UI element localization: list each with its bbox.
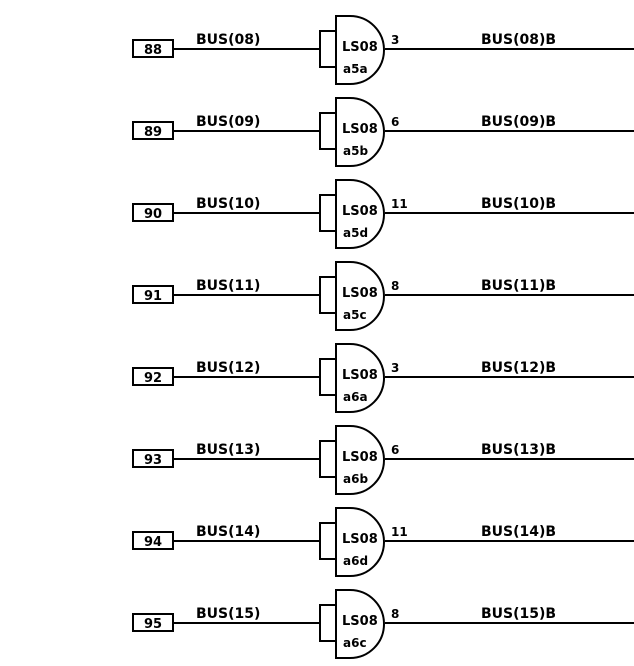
- output-net-label: BUS(09)B: [481, 114, 557, 130]
- output-pin-label: 11: [391, 525, 408, 539]
- gate-ref-label: a6c: [343, 636, 367, 650]
- connector-label: 88: [143, 43, 163, 58]
- input-net-label: BUS(10): [196, 196, 261, 212]
- input-net-label: BUS(11): [196, 278, 261, 294]
- output-pin-label: 8: [391, 607, 400, 621]
- gate-part-label: LS08: [342, 450, 378, 465]
- gate-ref-label: a5d: [343, 226, 369, 240]
- output-net-label: BUS(11)B: [481, 278, 557, 294]
- gate-ref-label: a6d: [343, 554, 369, 568]
- output-net-label: BUS(13)B: [481, 442, 557, 458]
- output-pin-label: 3: [391, 361, 400, 375]
- output-pin-label: 6: [391, 115, 400, 129]
- gate-part-label: LS08: [342, 40, 378, 55]
- gate-ref-label: a5a: [343, 62, 368, 76]
- input-net-label: BUS(14): [196, 524, 261, 540]
- connector-label: 93: [143, 453, 163, 468]
- input-net-label: BUS(13): [196, 442, 261, 458]
- input-net-label: BUS(15): [196, 606, 261, 622]
- input-net-label: BUS(12): [196, 360, 261, 376]
- gate-part-label: LS08: [342, 204, 378, 219]
- connector-label: 95: [143, 617, 163, 632]
- gate-part-label: LS08: [342, 122, 378, 137]
- connector-label: 91: [143, 289, 163, 304]
- gate-ref-label: a5b: [343, 144, 369, 158]
- output-pin-label: 11: [391, 197, 408, 211]
- connector-label: 90: [143, 207, 163, 222]
- input-net-label: BUS(08): [196, 32, 261, 48]
- output-net-label: BUS(12)B: [481, 360, 557, 376]
- input-net-label: BUS(09): [196, 114, 261, 130]
- gate-part-label: LS08: [342, 368, 378, 383]
- connector-label: 92: [143, 371, 163, 386]
- gate-part-label: LS08: [342, 614, 378, 629]
- connector-label: 89: [143, 125, 163, 140]
- output-pin-label: 8: [391, 279, 400, 293]
- gate-part-label: LS08: [342, 532, 378, 547]
- connector-label: 94: [143, 535, 163, 550]
- output-net-label: BUS(10)B: [481, 196, 557, 212]
- gate-ref-label: a6a: [343, 390, 368, 404]
- output-pin-label: 3: [391, 33, 400, 47]
- output-net-label: BUS(15)B: [481, 606, 557, 622]
- gate-ref-label: a6b: [343, 472, 369, 486]
- output-pin-label: 6: [391, 443, 400, 457]
- output-net-label: BUS(14)B: [481, 524, 557, 540]
- gate-ref-label: a5c: [343, 308, 367, 322]
- gate-part-label: LS08: [342, 286, 378, 301]
- output-net-label: BUS(08)B: [481, 32, 557, 48]
